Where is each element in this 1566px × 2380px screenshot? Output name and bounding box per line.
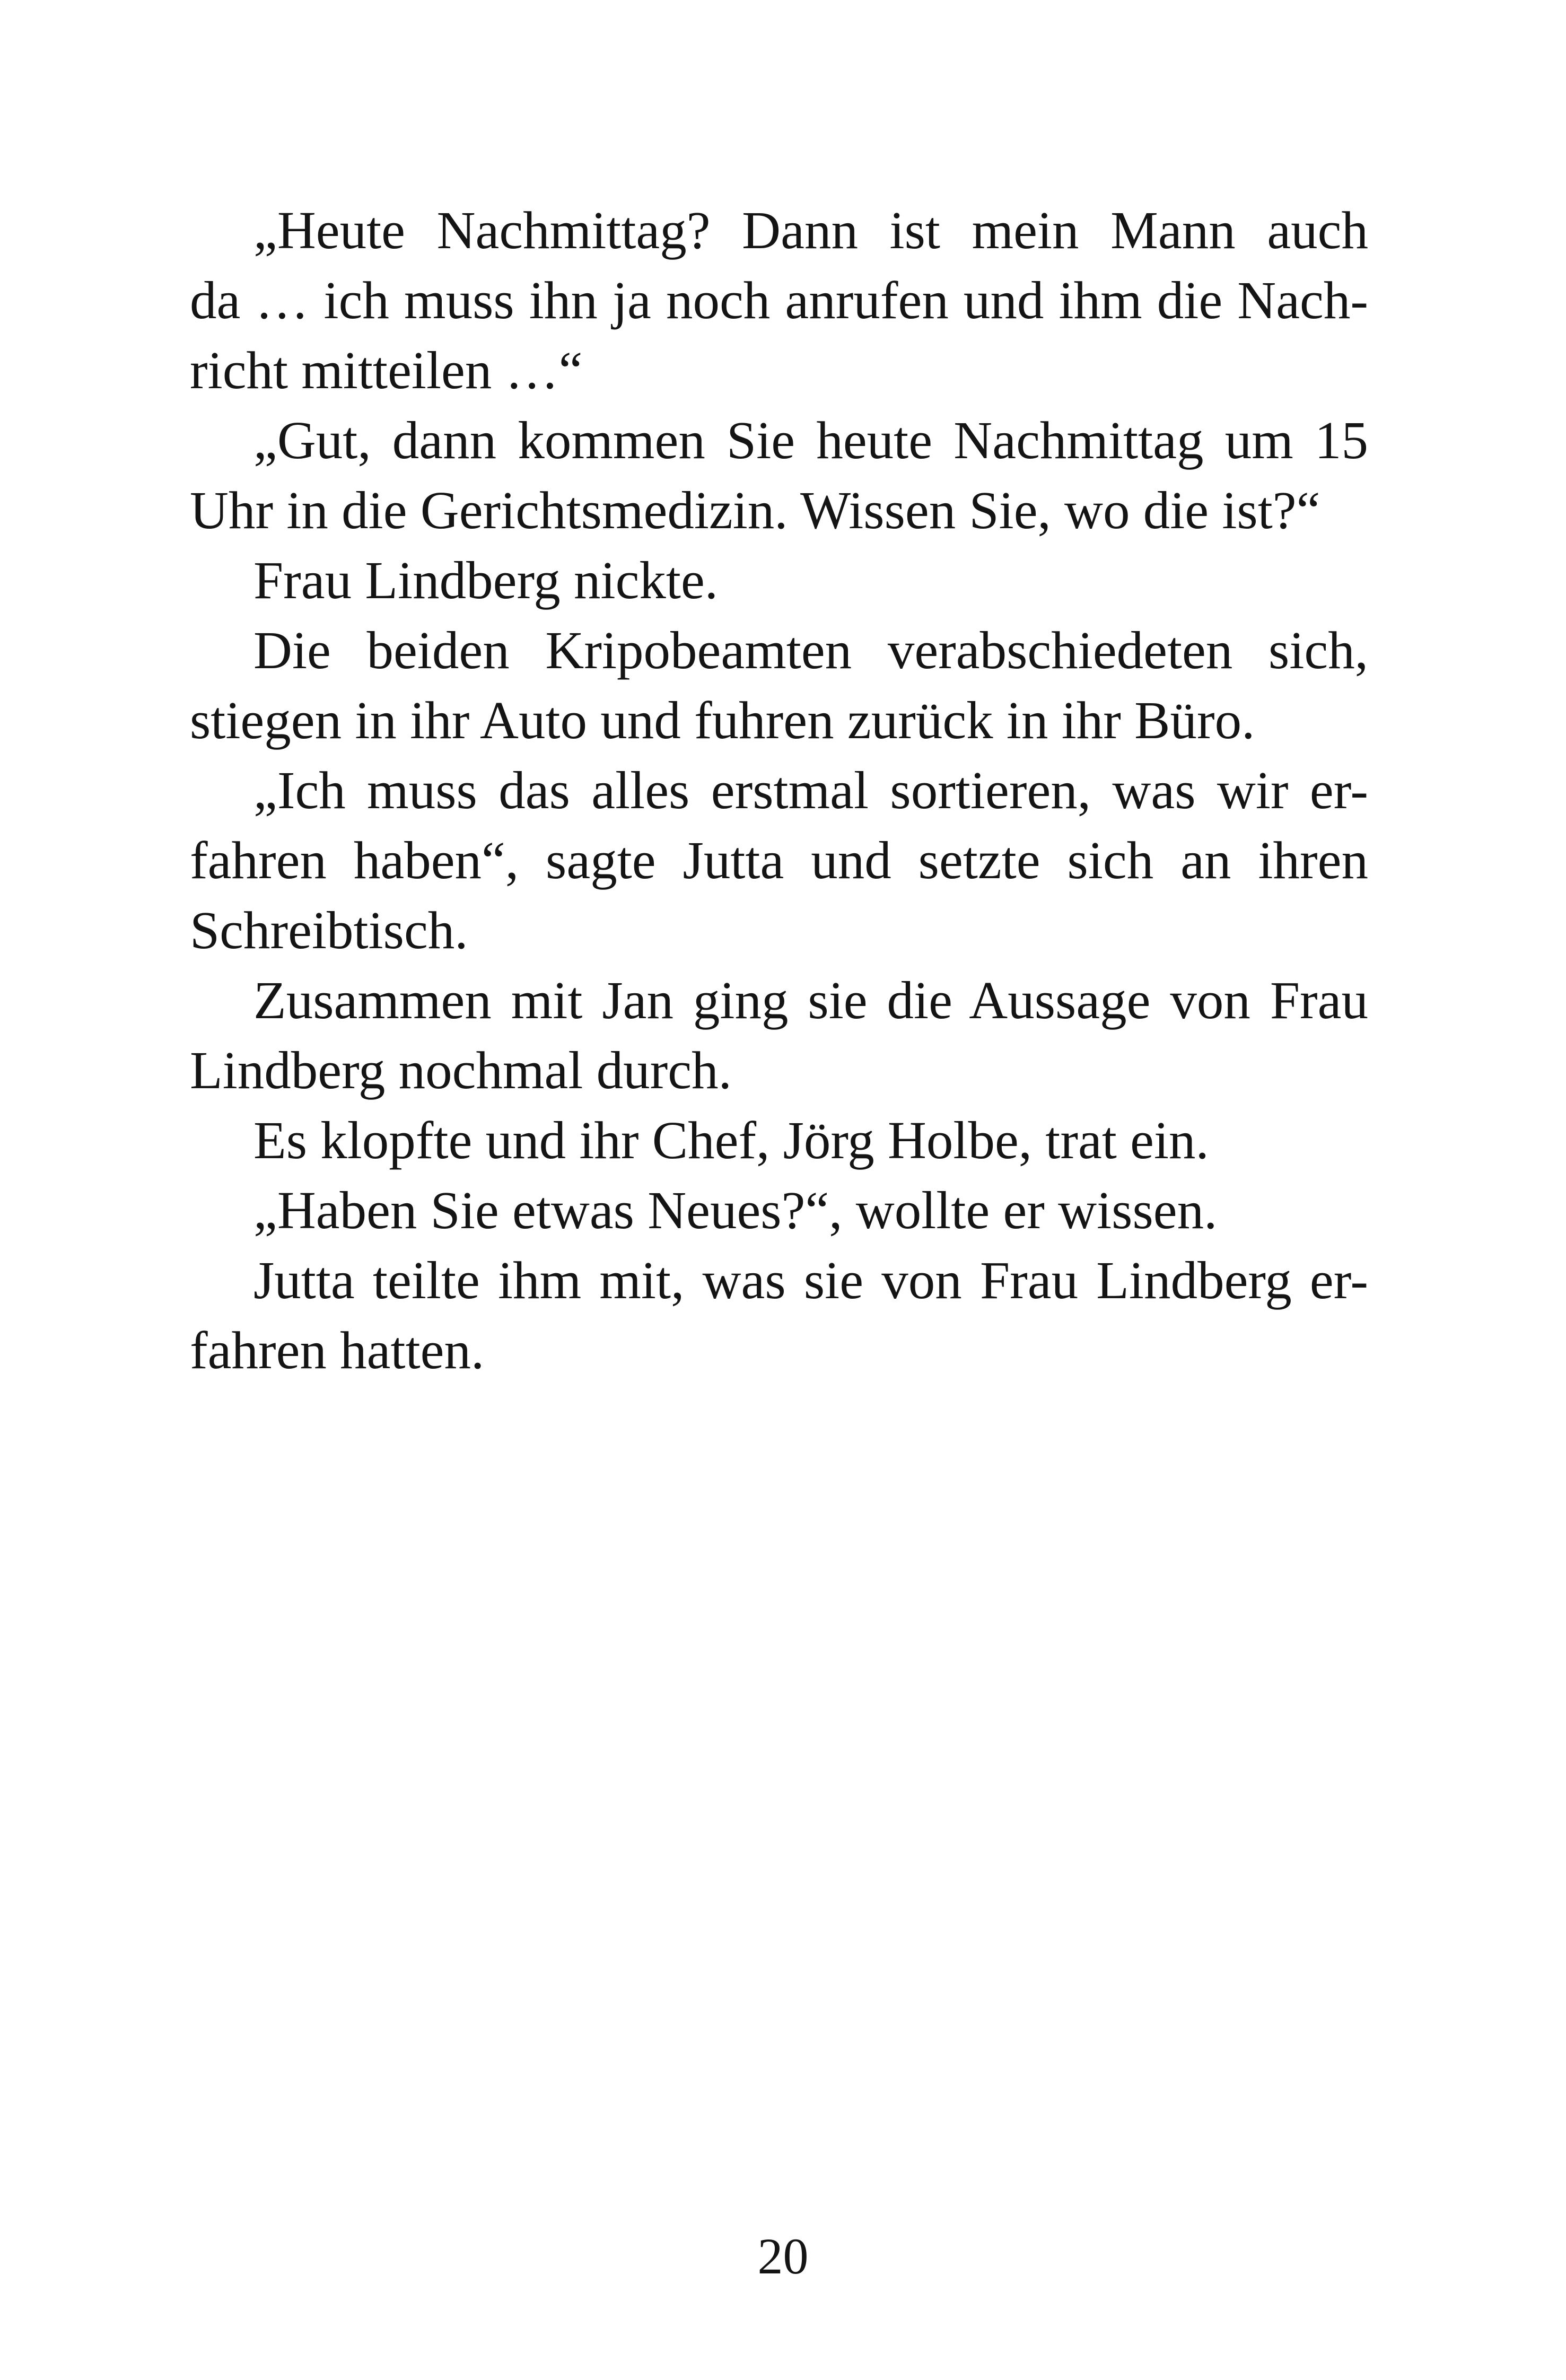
paragraph: [190, 965, 1368, 1105]
paragraph: [190, 1105, 1368, 1175]
text-line: Die beiden Kripobeamten verabschiedeten sich,: [253, 620, 1368, 680]
paragraph: [190, 615, 1368, 755]
text-line: da … ich muss ihn ja noch anrufen und ihm die Nach-: [190, 270, 1368, 330]
text-line: „Ich muss das alles erstmal sortieren, was wir er-: [253, 760, 1368, 820]
paragraph: [190, 1245, 1368, 1385]
paragraph: [190, 755, 1368, 965]
paragraph: [190, 405, 1368, 545]
text-line: „Heute Nachmittag? Dann ist mein Mann auch: [253, 200, 1368, 260]
text-line: „Haben Sie etwas Neues?“, wollte er wissen.: [253, 1180, 1218, 1240]
text-line: stiegen in ihr Auto und fuhren zurück in ihr Büro.: [190, 690, 1255, 750]
paragraph: [190, 195, 1368, 405]
page-number: 20: [757, 2228, 809, 2285]
text-line: Uhr in die Gerichtsmedizin. Wissen Sie, wo die ist?“: [190, 480, 1320, 540]
paragraph: [190, 545, 1368, 615]
text-line: Zusammen mit Jan ging sie die Aussage von Frau: [253, 970, 1368, 1030]
text-line: „Gut, dann kommen Sie heute Nachmittag um 15: [253, 410, 1368, 470]
text-line: fahren haben“, sagte Jutta und setzte sich an ihren: [190, 830, 1368, 890]
text-line: Lindberg nochmal durch.: [190, 1040, 732, 1100]
body-text: [190, 195, 1368, 1385]
paragraph: [190, 1175, 1368, 1245]
text-line: richt mitteilen …“: [190, 340, 583, 400]
text-line: Schreibtisch.: [190, 900, 468, 960]
text-line: Frau Lindberg nickte.: [253, 550, 719, 610]
text-line: Es klopfte und ihr Chef, Jörg Holbe, trat ein.: [253, 1110, 1209, 1170]
text-line: fahren hatten.: [190, 1320, 485, 1380]
text-line: Jutta teilte ihm mit, was sie von Frau Lindberg er-: [253, 1250, 1368, 1310]
